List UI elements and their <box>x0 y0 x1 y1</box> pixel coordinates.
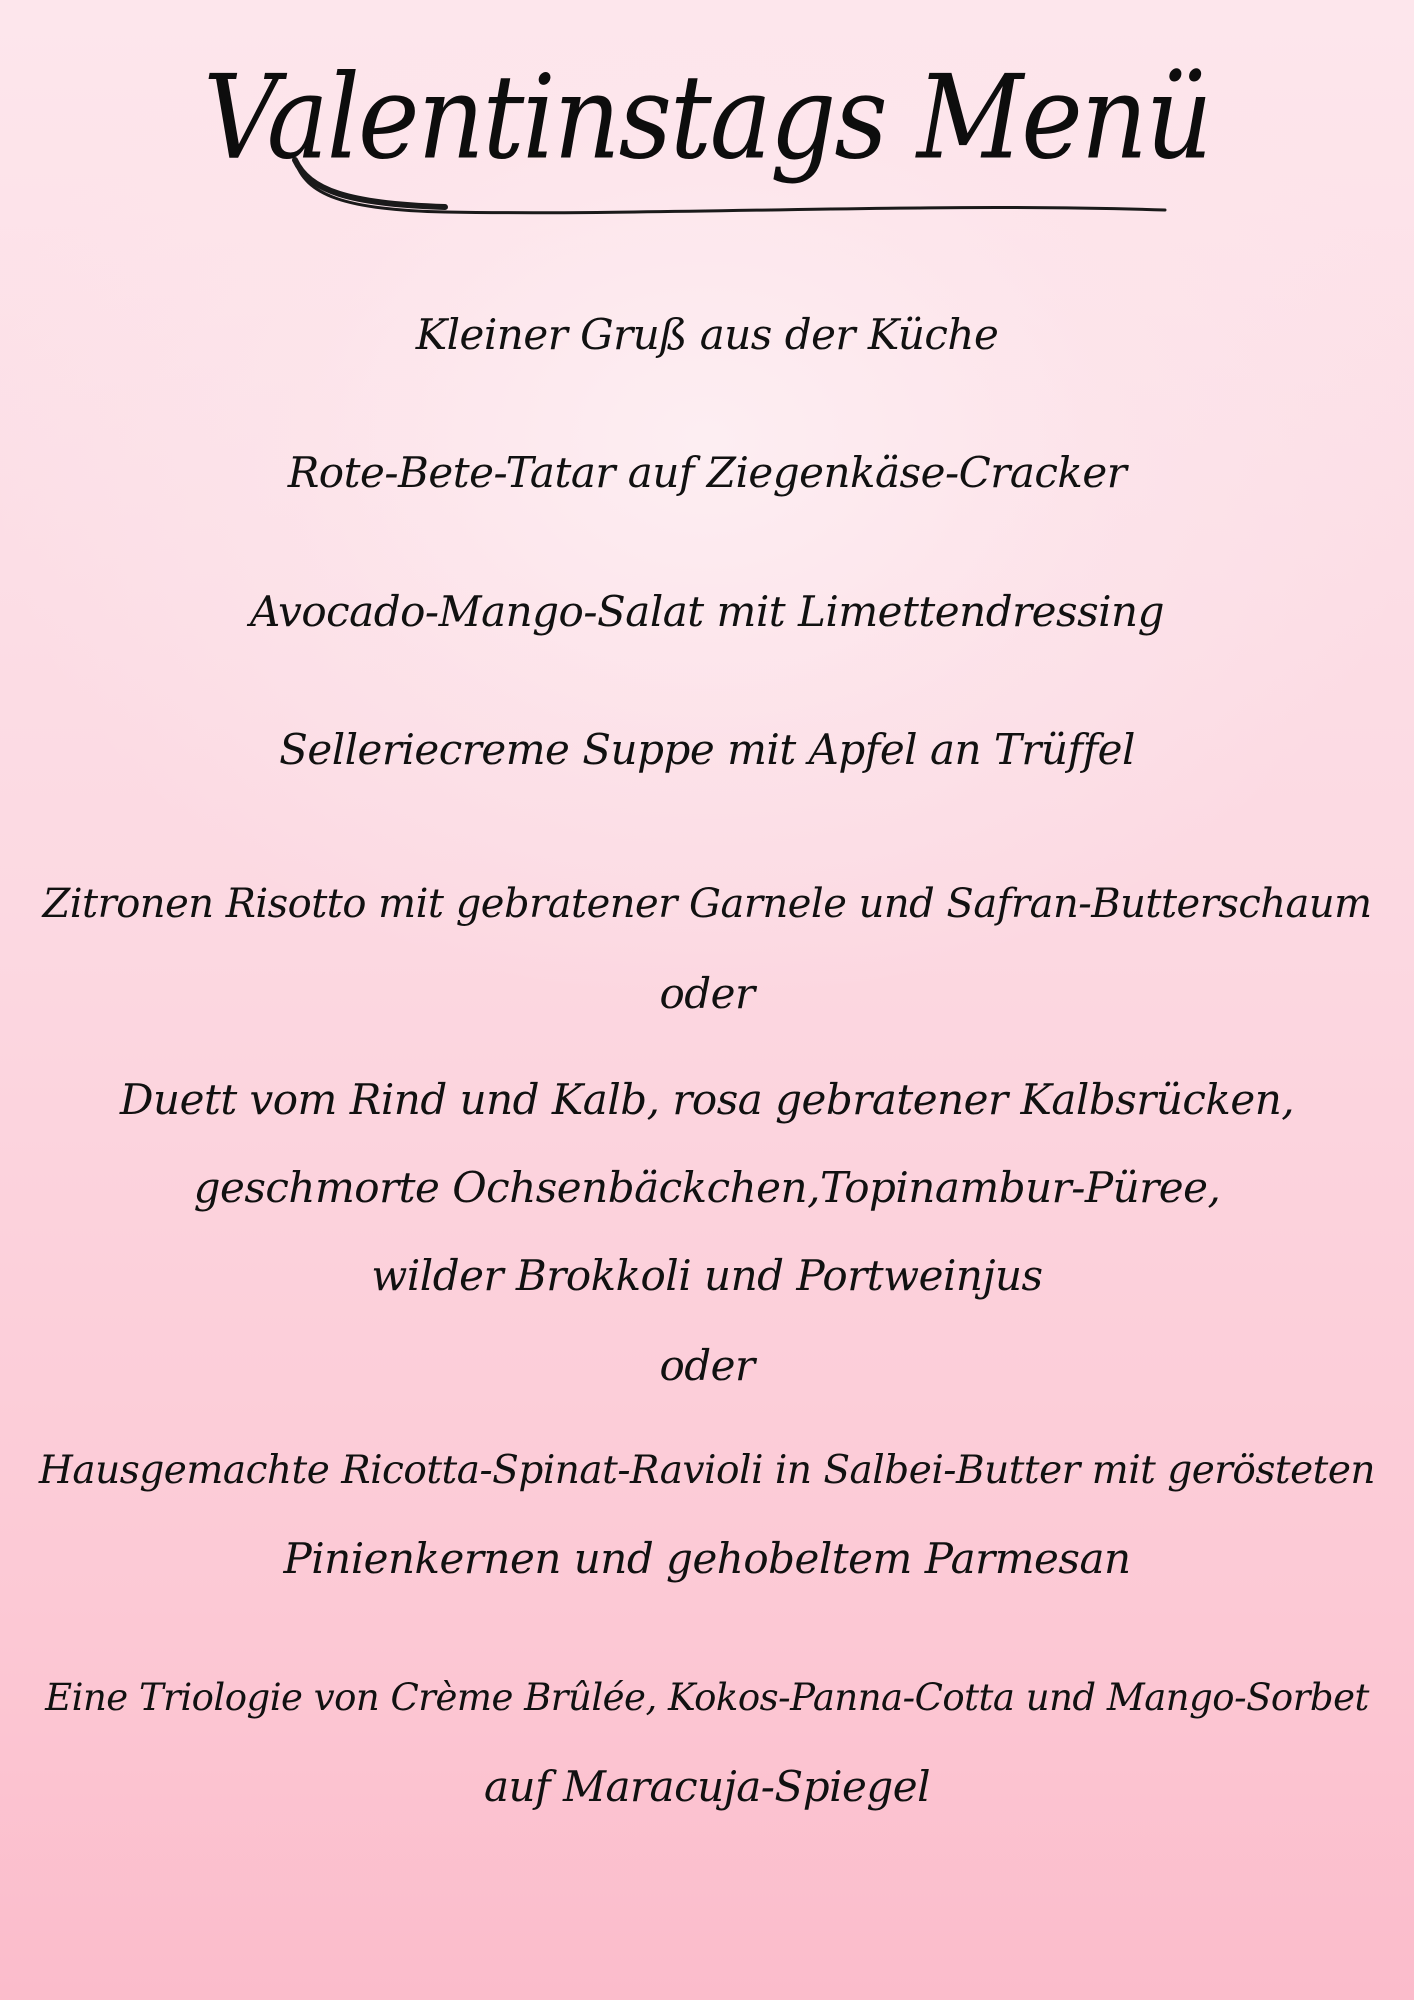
menu-item-main-ravioli-line2: Pinienkernen und gehobeltem Parmesan <box>283 1534 1131 1583</box>
menu-item-main-duett-line2: geschmorte Ochsenbäckchen,Topinambur-Püree, <box>193 1163 1221 1212</box>
menu-item-main-duett-line3: wilder Brokkoli und Portweinjus <box>371 1251 1043 1300</box>
menu-item-salad: Avocado-Mango-Salat mit Limettendressing <box>250 587 1164 636</box>
menu-item-main-ravioli-line1: Hausgemachte Ricotta-Spinat-Ravioli in Salbei-Butter mit gerösteten <box>38 1448 1376 1493</box>
menu-item-dessert-line2: auf Maracuja-Spiegel <box>483 1762 931 1811</box>
menu-item-main-duett-line1: Duett vom Rind und Kalb, rosa gebratener Kalbsrücken, <box>119 1075 1295 1124</box>
menu-separator-oder: oder <box>659 1341 755 1390</box>
title-block <box>0 40 1414 230</box>
menu-separator-oder: oder <box>659 969 755 1018</box>
menu-item-soup: Selleriecreme Suppe mit Apfel an Trüffel <box>279 725 1135 774</box>
menu-item-dessert-line1: Eine Triologie von Crème Brûlée, Kokos-Panna-Cotta und Mango-Sorbet <box>45 1676 1369 1719</box>
menu-item-starter: Rote-Bete-Tatar auf Ziegenkäse-Cracker <box>287 448 1127 497</box>
menu-item-greeting: Kleiner Gruß aus der Küche <box>415 310 999 359</box>
menu-title: Valentinstags Menü <box>203 48 1211 186</box>
menu-item-main-risotto: Zitronen Risotto mit gebratener Garnele und Safran-Butterschaum <box>42 881 1372 927</box>
